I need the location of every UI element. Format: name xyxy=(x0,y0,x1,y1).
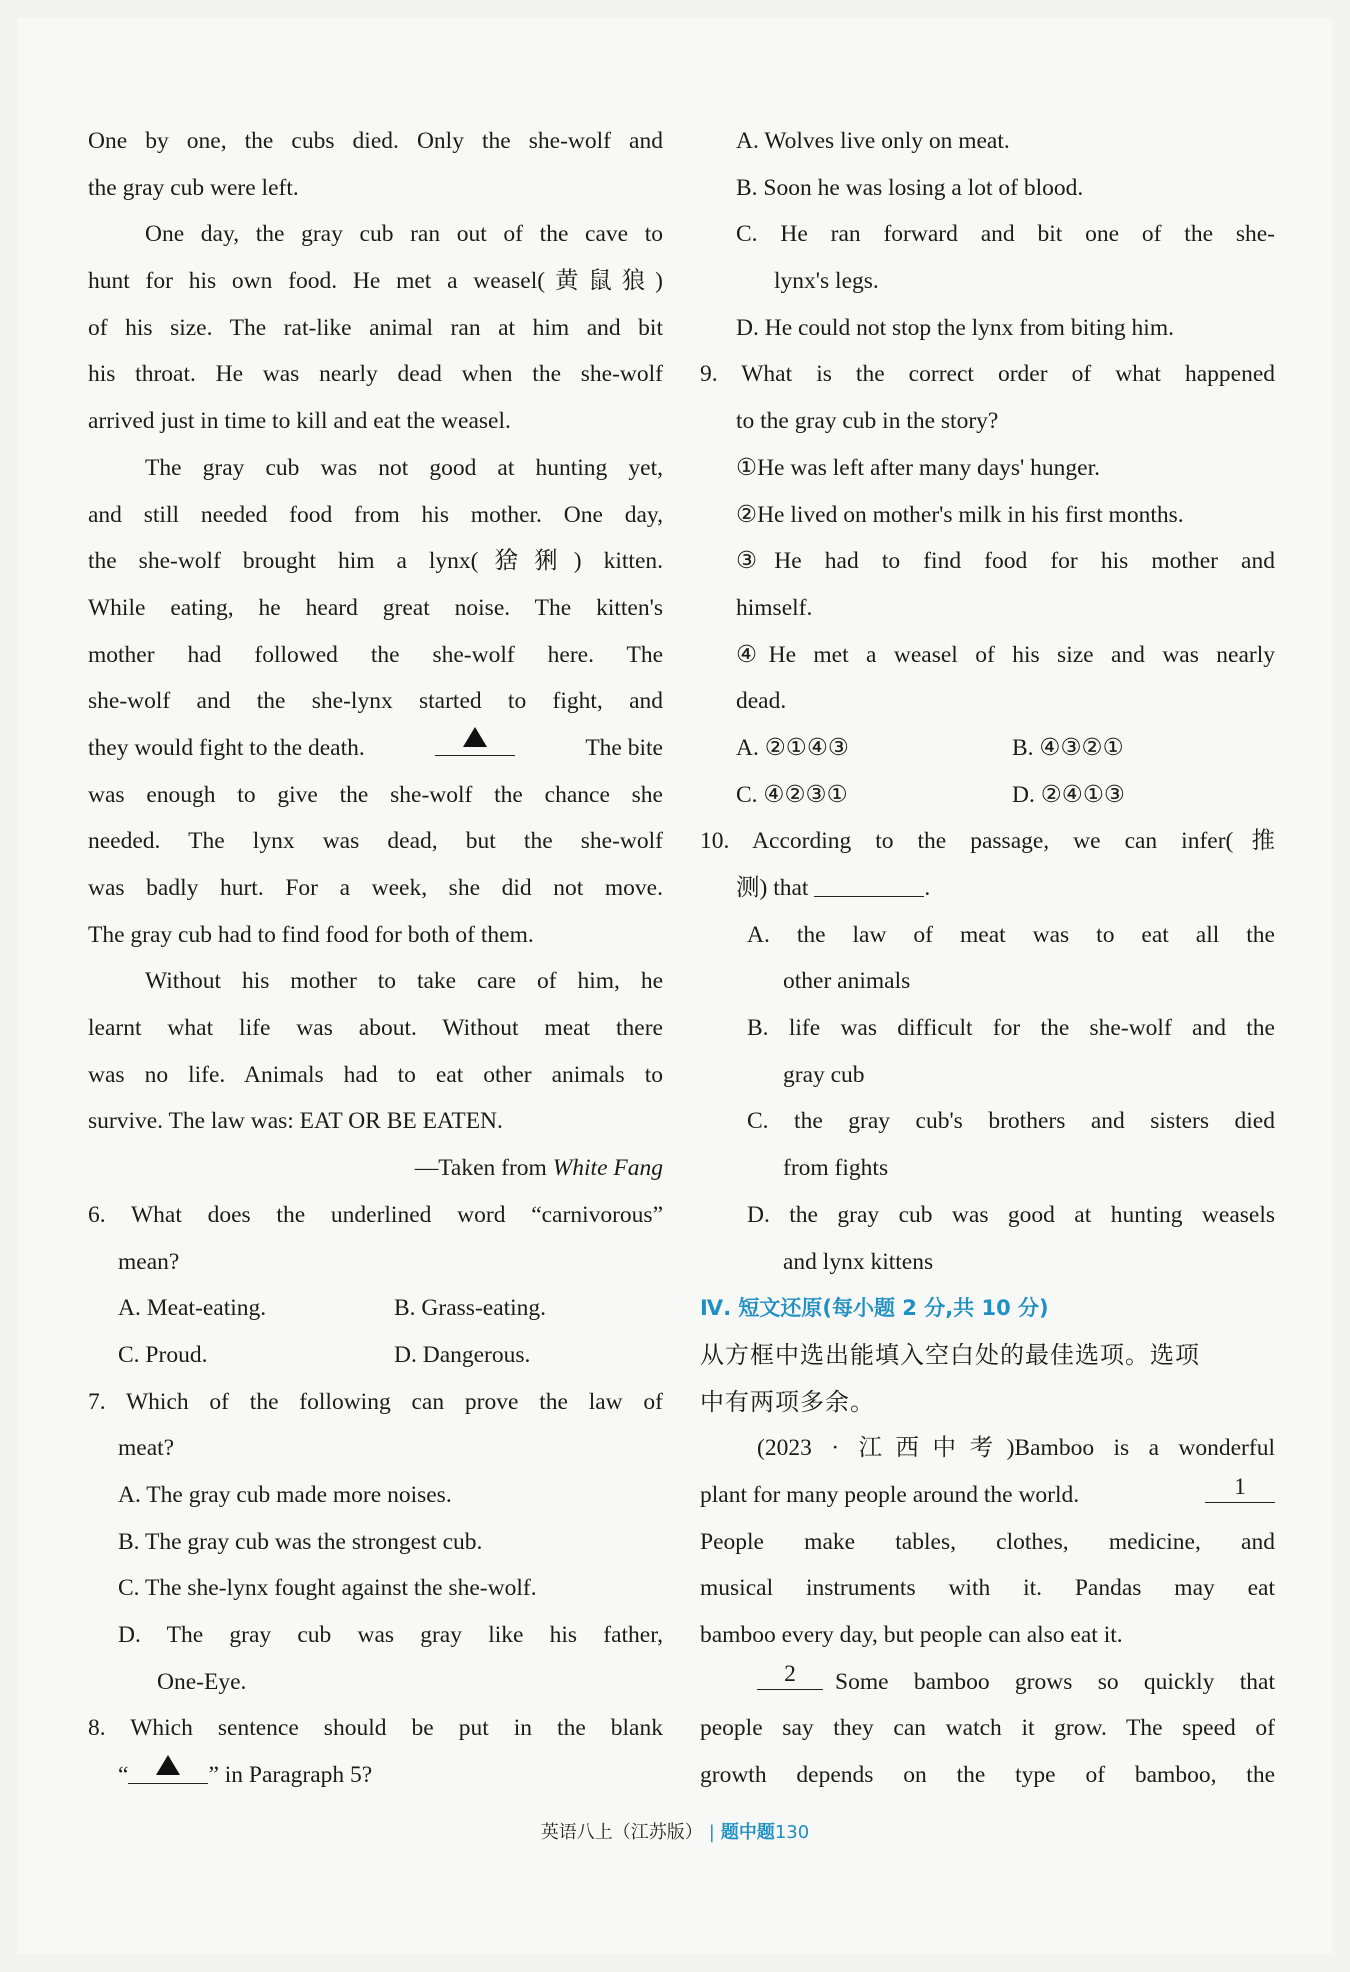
option-a[interactable]: A. the law of meat was to eat all the xyxy=(747,921,1275,948)
passage-line: hunt for his own food. He met a weasel(黄鼠狼) xyxy=(88,268,663,295)
option-c[interactable]: C. ④②③① xyxy=(736,781,848,808)
passage-line-with-blank xyxy=(88,725,663,772)
source-title: White Fang xyxy=(552,1155,663,1182)
passage-line: his throat. He was nearly dead when the she-wolf xyxy=(88,361,663,388)
option-b[interactable]: B. ④③②① xyxy=(1012,734,1124,761)
passage-text: Some bamboo grows so quickly that xyxy=(835,1668,1275,1695)
option-d-cont: and lynx kittens xyxy=(783,1248,934,1275)
option-c[interactable]: C. The she-lynx fought against the she-wolf. xyxy=(118,1575,537,1602)
question-6-options-ab xyxy=(88,1285,663,1332)
answer-blank xyxy=(128,1753,208,1784)
option-a[interactable]: A. The gray cub made more noises. xyxy=(118,1481,452,1508)
event-4: ④He met a weasel of his size and was nearly xyxy=(736,641,1275,668)
passage-line: One by one, the cubs died. Only the she-wolf and xyxy=(88,128,663,154)
passage-line: The gray cub was not good at hunting yet, xyxy=(145,454,663,481)
option-d[interactable]: D. He could not stop the lynx from biting him. xyxy=(736,314,1174,341)
period: . xyxy=(924,875,931,901)
passage-line: People make tables, clothes, medicine, and xyxy=(700,1528,1275,1555)
passage-line: was enough to give the she-wolf the chance she xyxy=(88,781,663,808)
passage-line: needed. The lynx was dead, but the she-wolf xyxy=(88,828,663,855)
question-9-cont: to the gray cub in the story? xyxy=(736,408,999,435)
passage-line: survive. The law was: EAT OR BE EATEN. xyxy=(88,1108,503,1135)
page-footer xyxy=(0,1818,1350,1844)
source-citation xyxy=(88,1145,663,1192)
passage-line: bamboo every day, but people can also eat it. xyxy=(700,1622,1123,1648)
passage-line: learnt what life was about. Without meat there xyxy=(88,1015,663,1042)
option-c-cont: lynx's legs. xyxy=(774,268,879,295)
book-title: 英语八上（江苏版） xyxy=(540,1822,703,1843)
passage-line-with-blank xyxy=(700,1659,1275,1706)
question-9-options-cd xyxy=(700,772,1275,819)
triangle-icon xyxy=(463,727,487,747)
passage-line: the she-wolf brought him a lynx(猞猁) kitten. xyxy=(88,548,663,575)
series-name: 题中题 xyxy=(720,1822,775,1843)
passage-line: One day, the gray cub ran out of the cave to xyxy=(145,221,663,248)
question-8: 8. Which sentence should be put in the blank xyxy=(88,1715,663,1742)
event-3: ③He had to find food for his mother and xyxy=(736,548,1275,575)
option-d[interactable]: D. ②④①③ xyxy=(1012,781,1125,808)
option-b[interactable]: B. life was difficult for the she-wolf and the xyxy=(747,1015,1275,1042)
question-6-options-cd xyxy=(88,1332,663,1379)
passage-line: mother had followed the she-wolf here. The xyxy=(88,641,663,668)
event-4-cont: dead. xyxy=(736,688,787,715)
answer-blank-1 xyxy=(1205,1472,1275,1503)
blank-number: 1 xyxy=(1234,1473,1246,1500)
source-prefix: —Taken from xyxy=(414,1155,553,1182)
option-c[interactable]: C. Proud. xyxy=(118,1341,208,1368)
passage-line: was badly hurt. For a week, she did not move. xyxy=(88,875,663,901)
answer-blank xyxy=(435,725,515,756)
question-10-text: 测) that xyxy=(736,875,809,901)
page-number: 130 xyxy=(774,1822,810,1843)
right-column xyxy=(700,118,1275,1799)
blank-number: 2 xyxy=(784,1660,796,1687)
passage-text: The bite xyxy=(585,734,663,761)
passage-line: musical instruments with it. Pandas may eat xyxy=(700,1575,1275,1602)
option-c[interactable]: C. the gray cub's brothers and sisters died xyxy=(747,1108,1275,1135)
passage-line: of his size. The rat-like animal ran at him and bit xyxy=(88,314,663,341)
option-d[interactable]: D. the gray cub was good at hunting weasels xyxy=(747,1201,1275,1228)
option-d[interactable]: D. Dangerous. xyxy=(394,1341,531,1368)
passage-line: Without his mother to take care of him, he xyxy=(145,968,663,995)
passage-line: she-wolf and the she-lynx started to fight, and xyxy=(88,688,663,715)
option-c[interactable]: C. He ran forward and bit one of the she- xyxy=(736,221,1275,248)
answer-blank xyxy=(814,866,924,897)
instruction-line: 从方框中选出能填入空白处的最佳选项。选项 xyxy=(700,1340,1200,1369)
question-8-cont xyxy=(88,1752,663,1799)
option-b[interactable]: B. Soon he was losing a lot of blood. xyxy=(736,174,1084,201)
option-a[interactable]: A. Meat-eating. xyxy=(118,1295,267,1322)
option-b-cont: gray cub xyxy=(783,1061,865,1088)
open-quote: “ xyxy=(118,1762,129,1789)
footer-divider: | xyxy=(708,1822,715,1843)
passage-line: was no life. Animals had to eat other animals to xyxy=(88,1061,663,1088)
question-10-cont xyxy=(700,865,1275,912)
question-6: 6. What does the underlined word “carnivorous” xyxy=(88,1201,663,1228)
passage-line: (2023 · 江西中考)Bamboo is a wonderful xyxy=(757,1435,1275,1462)
passage-line: arrived just in time to kill and eat the weasel. xyxy=(88,408,511,435)
question-6-cont: mean? xyxy=(118,1248,180,1275)
passage-line: people say they can watch it grow. The speed of xyxy=(700,1715,1275,1742)
instruction-line: 中有两项多余。 xyxy=(700,1387,875,1416)
question-7: 7. Which of the following can prove the law of xyxy=(88,1388,663,1415)
event-1: ①He was left after many days' hunger. xyxy=(736,454,1100,481)
option-a[interactable]: A. Wolves live only on meat. xyxy=(736,128,1010,154)
option-b[interactable]: B. Grass-eating. xyxy=(394,1295,547,1322)
question-10: 10. According to the passage, we can infer(推 xyxy=(700,828,1275,855)
option-c-cont: from fights xyxy=(783,1155,889,1182)
option-a[interactable]: A. ②①④③ xyxy=(736,734,849,761)
question-8-tail: ” in Paragraph 5? xyxy=(208,1762,373,1789)
passage-line: and still needed food from his mother. One day, xyxy=(88,501,663,528)
event-2: ②He lived on mother's milk in his first months. xyxy=(736,501,1184,528)
triangle-icon xyxy=(156,1755,180,1775)
passage-line: the gray cub were left. xyxy=(88,174,299,201)
passage-text: plant for many people around the world. xyxy=(700,1481,1080,1508)
passage-text: they would fight to the death. xyxy=(88,734,365,761)
option-d[interactable]: D. The gray cub was gray like his father, xyxy=(118,1622,663,1648)
question-9: 9. What is the correct order of what happened xyxy=(700,361,1275,388)
answer-blank-2 xyxy=(757,1659,823,1690)
section-heading: Ⅳ. 短文还原(每小题 2 分,共 10 分) xyxy=(700,1296,1049,1321)
event-3-cont: himself. xyxy=(736,594,813,621)
question-9-options-ab xyxy=(700,725,1275,772)
option-b[interactable]: B. The gray cub was the strongest cub. xyxy=(118,1528,483,1555)
option-d-cont: One-Eye. xyxy=(157,1668,247,1695)
passage-line-with-blank xyxy=(700,1472,1275,1519)
passage-line: While eating, he heard great noise. The kitten's xyxy=(88,594,663,621)
left-column xyxy=(88,118,663,1799)
passage-line: growth depends on the type of bamboo, the xyxy=(700,1762,1275,1789)
passage-line: The gray cub had to find food for both of them. xyxy=(88,921,534,948)
option-a-cont: other animals xyxy=(783,968,911,995)
question-7-cont: meat? xyxy=(118,1435,175,1462)
